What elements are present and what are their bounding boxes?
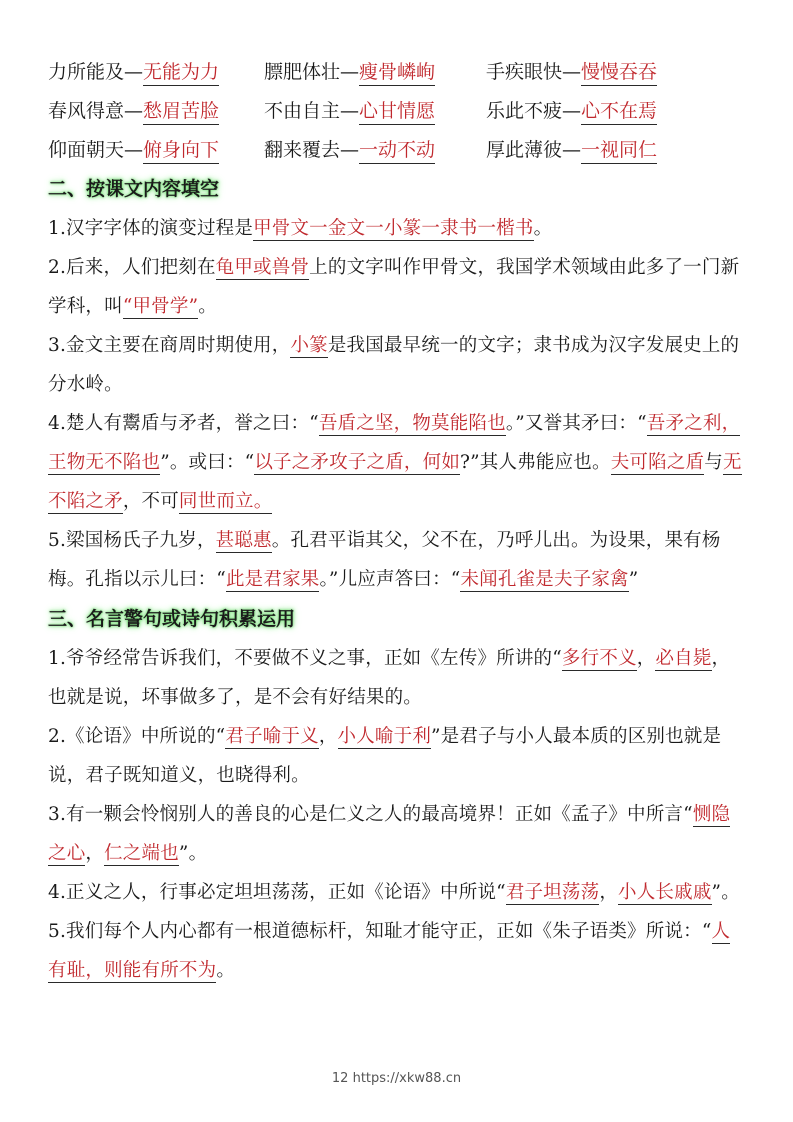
question-paragraph (48, 326, 748, 404)
question-paragraph (48, 248, 748, 326)
question-text: 上的文字叫作甲骨文，我国学术领域由此多了一门新学科，叫 (48, 257, 740, 317)
filled-answer: 夫可陷之盾 (610, 452, 705, 473)
filled-answer: 以子之矛攻子之盾，何如 (254, 452, 461, 473)
question-text: 。”儿应声答曰：“ (319, 569, 461, 590)
question-text: 与 (704, 452, 723, 473)
filled-answer: 人有耻，则能有所不为 (48, 921, 731, 981)
question-text: ”。 (178, 843, 208, 864)
question-text: 1.汉字字体的演变过程是 (48, 218, 254, 239)
question-text: 。”又誉其矛曰：“ (505, 413, 647, 434)
idiom-answer: 愁眉苦脸 (143, 96, 219, 125)
filled-answer: 吾矛之利，王物无不陷也 (48, 413, 741, 473)
question-paragraph (48, 521, 748, 599)
idiom-pair (486, 96, 657, 125)
question-text: 1.爷爷经常告诉我们，不要做不义之事，正如《左传》所讲的“ (48, 648, 562, 669)
idiom-pair (264, 57, 486, 86)
filled-answer: 甲骨文一金文一小篆一隶书一楷书 (253, 218, 534, 239)
idiom-word: 力所能及— (48, 61, 144, 83)
filled-answer: 龟甲或兽骨 (215, 257, 310, 278)
idiom-pair (486, 57, 657, 86)
idiom-row (48, 130, 748, 169)
question-paragraph (48, 795, 748, 873)
idiom-pair (48, 96, 264, 125)
filled-answer: 甚聪惠 (215, 530, 272, 551)
worksheet-sections (48, 169, 748, 990)
filled-answer: 多行不义 (561, 648, 637, 669)
question-text: ， (85, 843, 105, 864)
filled-answer: 仁之端也 (104, 843, 179, 864)
idiom-pair (48, 57, 264, 86)
idiom-answer: 无能为力 (143, 57, 219, 86)
idiom-pair (264, 135, 486, 164)
question-text: ，也就是说，坏事做多了，是不会有好结果的。 (48, 648, 731, 708)
question-text: 2.《论语》中所说的“ (48, 726, 226, 747)
idiom-row (48, 52, 748, 91)
idiom-pair (48, 135, 264, 164)
section-title: 三、名言警句或诗句积累运用 (48, 608, 296, 630)
question-text: ，不可 (122, 491, 179, 512)
worksheet-page (48, 52, 748, 990)
filled-answer: 小篆 (290, 335, 328, 356)
filled-answer: 小人喻于利 (337, 726, 432, 747)
idiom-pair (486, 135, 657, 164)
question-paragraph (48, 912, 748, 990)
idiom-word: 不由自主— (264, 100, 360, 122)
question-text: 。 (198, 296, 217, 317)
question-paragraph (48, 209, 748, 248)
question-text: 4.楚人有鬻盾与矛者，誉之曰：“ (48, 413, 319, 434)
question-text: 4.正义之人，行事必定坦坦荡荡，正如《论语》中所说“ (48, 882, 506, 903)
filled-answer: 吾盾之坚，物莫能陷也 (318, 413, 506, 434)
idiom-word: 仰面朝天— (48, 139, 144, 161)
idiom-answer: 心甘情愿 (359, 96, 435, 125)
idiom-pair (264, 96, 486, 125)
idiom-word: 翻来覆去— (264, 139, 360, 161)
question-text: 3.金文主要在商周时期使用， (48, 335, 291, 356)
filled-answer: 无不陷之矛 (48, 452, 742, 512)
idiom-answer: 俯身向下 (143, 135, 219, 164)
filled-answer: 君子坦荡荡 (505, 882, 600, 903)
question-text: 3.有一颗会怜悯别人的善良的心是仁义之人的最高境界！正如《孟子》中所言“ (48, 804, 693, 825)
question-text: ” (628, 569, 639, 590)
filled-answer: “甲骨学” (122, 296, 199, 317)
page-footer: 12 https://xkw88.cn (331, 1071, 462, 1086)
question-text: ， (318, 726, 338, 747)
idiom-word: 乐此不疲— (486, 100, 582, 122)
idiom-answer: 一动不动 (359, 135, 435, 164)
question-text: ， (599, 882, 619, 903)
question-text: ”是君子与小人最本质的区别也就是说，君子既知道义，也晓得利。 (48, 726, 722, 786)
question-text: ”。或曰：“ (160, 452, 255, 473)
idiom-answer: 心不在焉 (581, 96, 657, 125)
question-text: ”。 (711, 882, 740, 903)
question-text: 。孔君平诣其父，父不在，乃呼儿出。为设果，果有杨梅。孔指以示儿曰：“ (48, 530, 721, 590)
idiom-answer: 瘦骨嶙峋 (359, 57, 435, 86)
idiom-antonym-grid (48, 52, 748, 169)
filled-answer: 未闻孔雀是夫子家禽 (460, 569, 629, 590)
question-text: ， (636, 648, 656, 669)
filled-answer: 君子喻于义 (225, 726, 319, 747)
idiom-word: 手疾眼快— (486, 61, 582, 83)
filled-answer: 此是君家果 (225, 569, 320, 590)
section-title: 二、按课文内容填空 (48, 178, 220, 200)
question-text: 是我国最早统一的文字；隶书成为汉字发展史上的分水岭。 (48, 335, 740, 395)
idiom-answer: 一视同仁 (581, 135, 657, 164)
idiom-word: 春风得意— (48, 100, 144, 122)
filled-answer: 恻隐之心 (48, 804, 731, 864)
question-text: ?”其人弗能应也。 (460, 452, 611, 473)
question-text: 。 (216, 960, 236, 981)
idiom-row (48, 91, 748, 130)
question-paragraph (48, 717, 748, 795)
idiom-answer: 慢慢吞吞 (581, 57, 657, 86)
idiom-word: 厚此薄彼— (486, 139, 582, 161)
question-text: 。 (533, 218, 553, 239)
filled-answer: 小人长戚戚 (618, 882, 712, 903)
question-text: 5.梁国杨氏子九岁， (48, 530, 216, 551)
question-paragraph (48, 404, 748, 521)
question-text: 5.我们每个人内心都有一根道德标杆，知耻才能守正，正如《朱子语类》所说：“ (48, 921, 712, 942)
question-paragraph (48, 873, 748, 912)
question-text: 2.后来，人们把刻在 (48, 257, 216, 278)
filled-answer: 同世而立。 (178, 491, 273, 512)
idiom-word: 膘肥体壮— (264, 61, 360, 83)
filled-answer: 必自毙 (655, 648, 712, 669)
question-paragraph (48, 639, 748, 717)
